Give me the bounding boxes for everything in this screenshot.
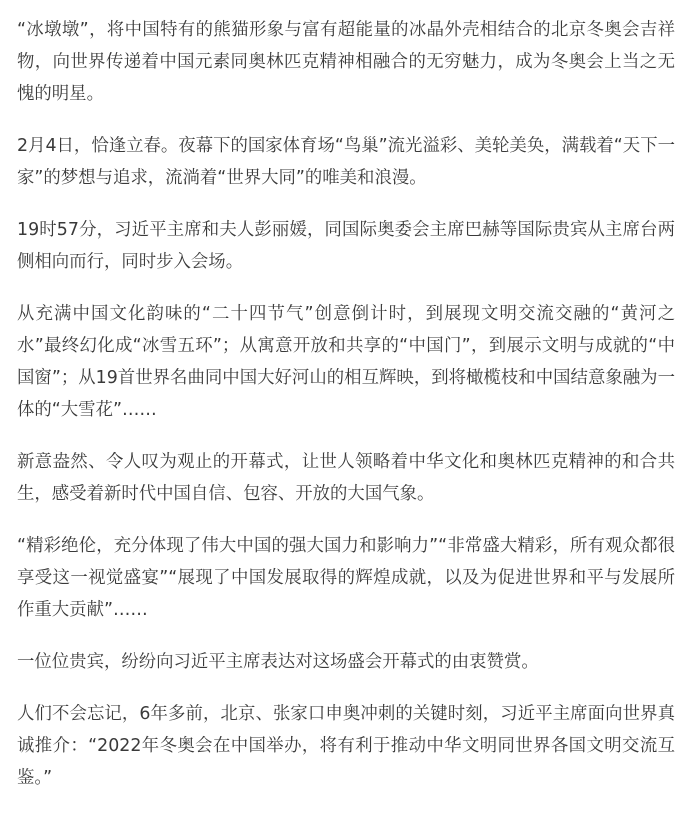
article-body xyxy=(17,14,675,814)
paragraph-5: 新意盎然、令人叹为观止的开幕式，让世人领略着中华文化和奥林匹克精神的和合共生，感受着新时代中国自信、包容、开放的大国气象。 xyxy=(17,452,675,504)
paragraph-4: 从充满中国文化韵味的“二十四节气”创意倒计时，到展现文明交流交融的“黄河之水”最终幻化成“冰雪五环”；从寓意开放和共享的“中国门”，到展示文明与成就的“中国窗”；从19首世界名曲同中国大好河山的相互辉映，到将橄榄枝和中国结意象融为一体的“大雪花”…… xyxy=(17,304,675,420)
paragraph-8: 人们不会忘记，6年多前，北京、张家口申奥冲刺的关键时刻，习近平主席面向世界真诚推介：“2022年冬奥会在中国举办，将有利于推动中华文明同世界各国文明交流互鉴。” xyxy=(17,704,675,788)
paragraph-7: 一位位贵宾，纷纷向习近平主席表达对这场盛会开幕式的由衷赞赏。 xyxy=(17,652,539,672)
paragraph-1: “冰墩墩”，将中国特有的熊猫形象与富有超能量的冰晶外壳相结合的北京冬奥会吉祥物，向世界传递着中国元素同奥林匹克精神相融合的无穷魅力，成为冬奥会上当之无愧的明星。 xyxy=(17,20,675,104)
paragraph-6: “精彩绝伦，充分体现了伟大中国的强大国力和影响力”“非常盛大精彩，所有观众都很享受这一视觉盛宴”“展现了中国发展取得的辉煌成就，以及为促进世界和平与发展所作重大贡献”…… xyxy=(17,536,675,620)
paragraph-2: 2月4日，恰逢立春。夜幕下的国家体育场“鸟巢”流光溢彩、美轮美奂，满载着“天下一家”的梦想与追求，流淌着“世界大同”的唯美和浪漫。 xyxy=(17,136,675,188)
paragraph-3: 19时57分，习近平主席和夫人彭丽媛，同国际奥委会主席巴赫等国际贵宾从主席台两侧相向而行，同时步入会场。 xyxy=(17,220,675,272)
